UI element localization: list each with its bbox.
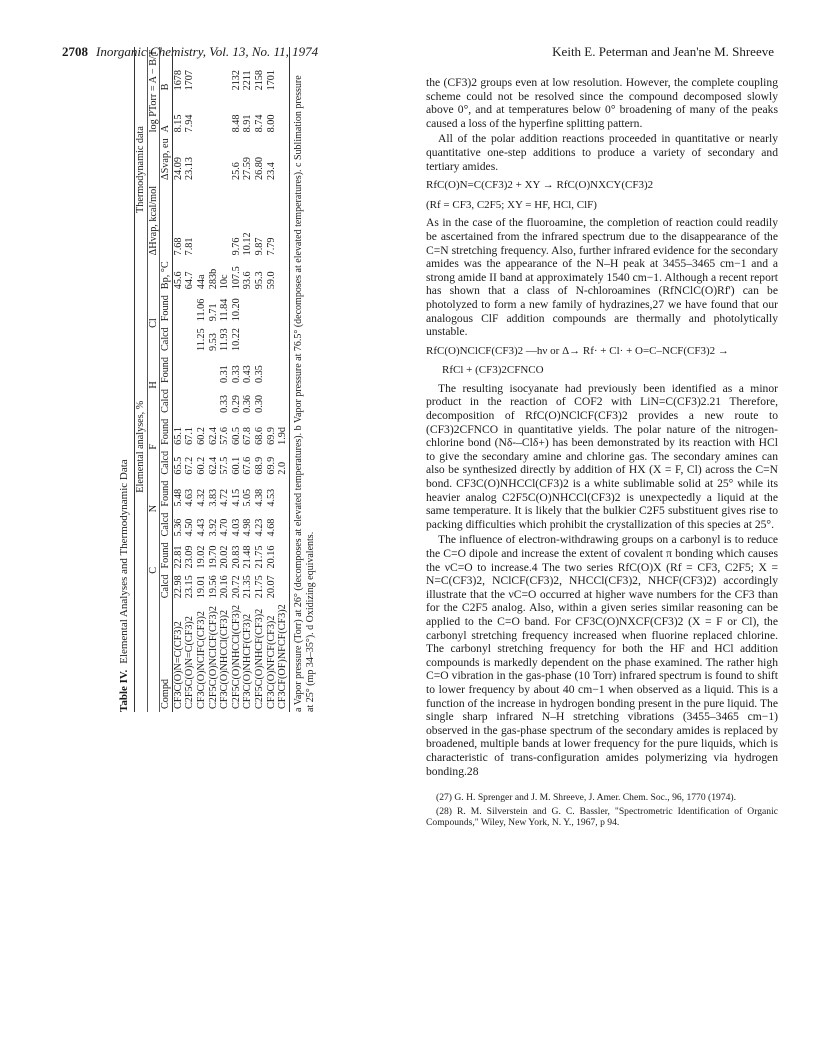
cell-bp: 45.6	[172, 271, 184, 290]
cell-h-calc	[172, 386, 184, 416]
cell-b	[277, 47, 289, 93]
cell-n-calc: 4.50	[184, 518, 196, 537]
cell-c-calc: 19.01	[195, 575, 207, 599]
cell-c-found: 20.16	[265, 545, 277, 569]
cell-cl-found: 11.06	[195, 298, 207, 322]
cell-a	[196, 93, 208, 135]
cell-n-calc: 3.92	[207, 518, 219, 537]
cell-cl-found	[254, 292, 266, 324]
cell-dh: 7.81	[184, 237, 196, 256]
cell-bp: 44a	[195, 274, 207, 290]
cell-c-found	[277, 539, 289, 571]
cell-compd: C2F5C(O)NHCCl(CF3)2	[230, 604, 242, 709]
cell-f-found: 1.9d	[277, 416, 289, 448]
cell-cl-found	[172, 292, 184, 324]
cell-b	[219, 47, 231, 93]
cell-n-found: 5.05	[242, 488, 254, 507]
cell-h-calc	[208, 386, 220, 416]
cell-a: 8.15	[172, 114, 184, 133]
cell-c-calc: 20.07	[265, 575, 277, 599]
cell-cl-found	[242, 292, 254, 324]
paragraph-3: As in the case of the fluoroamine, the completion of reaction could readily be ascertained from the infrared spectrum due to the disappearance of the C=N stretching frequency. Also, further infrared evidence for the secondary amides was the appearance of the N–H peak at 3455–3465 cm−1 and a strong amide II band at approximately 1540 cm−1. Although a recent report has shown that a class of N-chloroamines (RfNClC(O)Rf') can be photolyzed to form a new family of hydrazines,27 we have found that our analogous ClF addition compounds are thermally and photolytically unstable.	[426, 216, 778, 339]
cell-b: 1701	[265, 70, 277, 91]
cell-f-found: 65.1	[172, 427, 184, 445]
cell-cl-calc	[277, 324, 289, 354]
cell-bp: 107.5	[230, 266, 242, 290]
cell-compd: CF3CF(OF)NFCF(CF3)2	[277, 601, 289, 712]
cell-compd: CF3C(O)NCIFC(CF3)2	[195, 611, 207, 709]
cell-ds	[208, 135, 220, 183]
cell-c-calc: 20.72	[230, 575, 242, 599]
cell-n-found	[277, 478, 289, 510]
equation-2-products: RfCl + (CF3)2CFNCO	[442, 364, 544, 377]
head-n-calcd: Calcd	[160, 510, 173, 540]
table-body	[172, 47, 289, 712]
cell-bp: 283b	[207, 268, 219, 290]
cell-dh	[277, 183, 289, 258]
head-c: C	[147, 539, 160, 601]
cell-c-found: 23.09	[184, 545, 196, 569]
cell-f-found: 60.5	[230, 427, 242, 445]
group-thermo: Thermodynamic data	[135, 47, 148, 292]
head-n: N	[147, 478, 160, 540]
cell-dh: 7.79	[265, 237, 277, 256]
cell-ds	[277, 135, 289, 183]
table-row	[184, 47, 196, 712]
table-footnotes: a Vapor pressure (Torr) at 26° (decomposes at elevated temperatures). b Vapor pressure at 76.5° (decomposes at elevated temperatures). c Sublimation pressure at 25° (mp 34–35°). d Oxidizing equivalents.	[292, 75, 316, 712]
right-column	[426, 76, 778, 830]
data-table	[134, 47, 290, 712]
cell-dh	[196, 183, 208, 258]
head-c-found: Found	[160, 539, 173, 571]
cell-a: 7.94	[184, 114, 196, 133]
cell-a: 8.74	[253, 114, 265, 133]
cell-n-found: 4.72	[219, 488, 231, 507]
cell-cl-found	[266, 292, 278, 324]
cell-c-calc: 21.35	[242, 575, 254, 599]
cell-f-found: 69.9	[265, 427, 277, 445]
cell-compd: C2F5C(O)NCICF(CF3)2	[207, 605, 219, 709]
cell-cl-calc: 11.93	[219, 328, 231, 351]
cell-compd: C2F5C(O)NHCF(CF3)2	[253, 608, 265, 709]
table-row	[266, 47, 278, 712]
cell-b: 1678	[172, 70, 184, 91]
cell-f-found: 57.6	[219, 427, 231, 445]
cell-a: 8.48	[230, 114, 242, 133]
cell-h-found	[266, 354, 278, 386]
cell-c-calc	[277, 571, 289, 601]
cell-n-calc: 4.23	[253, 518, 265, 537]
head-h: H	[147, 354, 160, 416]
cell-b: 2211	[242, 70, 254, 91]
cell-h-calc: 0.30	[253, 394, 265, 413]
cell-cl-found	[277, 292, 289, 324]
cell-h-calc: 0.29	[230, 394, 242, 413]
cell-bp: 59.0	[265, 271, 277, 290]
cell-h-calc	[266, 386, 278, 416]
cell-cl-found: 10.20	[230, 298, 242, 322]
cell-cl-found: 9.71	[207, 303, 219, 322]
cell-h-calc: 0.36	[242, 394, 254, 413]
cell-dh: 9.76	[230, 237, 242, 256]
table-title: Elemental Analyses and Thermodynamic Data	[118, 459, 130, 664]
table-row	[277, 47, 289, 712]
cell-c-calc: 21.75	[253, 575, 265, 599]
cell-f-found: 67.1	[184, 427, 196, 445]
cell-bp	[277, 258, 289, 292]
head-cl: Cl	[147, 292, 160, 354]
cell-a: 8.91	[242, 114, 254, 133]
journal-citation: Inorganic Chemistry, Vol. 13, No. 11, 1974	[96, 44, 319, 59]
cell-c-found: 21.75	[253, 545, 265, 569]
table-row	[172, 47, 184, 712]
cell-h-calc	[184, 386, 196, 416]
cell-n-found: 4.63	[184, 488, 196, 507]
cell-n-calc: 4.03	[230, 518, 242, 537]
cell-cl-found	[184, 292, 196, 324]
paragraph-2: All of the polar addition reactions proceeded in quantitative or nearly quantitative one-step additions to produce a variety of secondary and tertiary amides.	[426, 132, 778, 173]
reference-27: (27) G. H. Sprenger and J. M. Shreeve, J. Amer. Chem. Soc., 96, 1770 (1974).	[436, 792, 737, 804]
cell-a	[208, 93, 220, 135]
cell-ds: 24.09	[172, 157, 184, 180]
cell-n-found: 3.83	[207, 488, 219, 507]
cell-h-calc	[196, 386, 208, 416]
table-row	[242, 47, 254, 712]
cell-h-found	[172, 354, 184, 386]
cell-n-calc: 5.36	[172, 518, 184, 537]
cell-a: 8.00	[265, 114, 277, 133]
cell-ds: 23.4	[265, 162, 277, 180]
cell-c-found: 22.81	[172, 545, 184, 569]
cell-f-calc: 68.9	[253, 456, 265, 475]
table-row	[254, 47, 266, 712]
head-compd: Compd	[160, 601, 173, 712]
cell-f-found: 62.4	[207, 427, 219, 445]
table-row	[196, 47, 208, 712]
page-number: 2708	[62, 44, 88, 59]
equation-2: RfC(O)NClCF(CF3)2 —hν or Δ→ Rf· + Cl· + O=C–NCF(CF3)2 →	[426, 344, 729, 357]
table-label: Table IV.	[118, 669, 130, 712]
blank-sub	[147, 601, 160, 712]
cell-h-calc: 0.33	[219, 394, 231, 413]
cell-c-found: 19.70	[207, 545, 219, 569]
cell-f-calc: 69.9	[265, 456, 277, 475]
cell-bp: 10c	[219, 274, 231, 290]
cell-b: 2132	[230, 70, 242, 91]
head-h-calcd: Calcd	[160, 386, 173, 416]
cell-f-found: 67.8	[242, 427, 254, 445]
cell-compd: CF3C(O)N=C(CF3)2	[172, 621, 184, 709]
cell-cl-calc	[184, 324, 196, 354]
cell-cl-calc	[242, 324, 254, 354]
head-f: F	[147, 416, 160, 478]
cell-n-calc: 4.43	[195, 518, 207, 537]
cell-a	[219, 93, 231, 135]
head-bp-blank	[147, 258, 160, 292]
head-ds-blank	[147, 135, 160, 183]
cell-dh: 10.12	[242, 232, 254, 256]
cell-compd: C2F5C(O)N=C(CF3)2	[184, 616, 196, 709]
cell-h-found	[184, 354, 196, 386]
paragraph-1: the (CF3)2 groups even at low resolution. However, the complete coupling scheme could not be resolved since the compound decomposed slowly above 0°, and at temperatures below 0° broadening of many of the peaks caused a loss of the hyperfine splitting pattern.	[426, 76, 778, 130]
equation-1-note: (Rf = CF3, C2F5; XY = HF, HCl, ClF)	[426, 198, 597, 211]
paragraph-5: The influence of electron-withdrawing groups on a carbonyl is to reduce the C=O dipole and increase the extent of covalent π bonding which causes the νC=O to increase.4 The two series RfC(O)X (Rf = CF3, C2F5; X = N=C(CF3)2, NClCF(CF3)2, NHCCl(CF3)2, NHCF(CF3)2) accordingly illustrate that the νC=O occurred at higher wave numbers for the CF3 than for the C2F5 analog. Also, within a given series similar reasoning can be applied to the C=O band. For CF3C(O)NXCF(CF3)2 (X = F or Cl), the carbonyl stretching frequency increased when fluorine replaced chlorine. The carbonyl stretching frequency for both the HF and HCl addition compounds is markedly dependent on the phase examined. The rather high C=O vibration in the gas-phase (10 Torr) infrared spectrum is found to shift to lower frequency by about 40 cm−1 when observed as a liquid. This is a function of the increase in hydrogen bonding present in the pure liquid. The single sharp infrared N–H stretching vibrations (3455–3465 cm−1) observed in the gas-phase spectrum of the secondary amides is replaced by broadened, multiple bands at lower frequency for the pure liquids, which is characteristic of trans-configuration amides polymerizing via hydrogen bonding.28	[426, 533, 778, 778]
cell-c-calc: 19.56	[207, 575, 219, 599]
equation-1: RfC(O)N=C(CF3)2 + XY → RfC(O)NXCY(CF3)2	[426, 179, 654, 192]
cell-cl-calc	[266, 324, 278, 354]
cell-ds: 27.59	[242, 157, 254, 180]
head-bp: Bp, °C	[160, 258, 173, 292]
table-caption	[118, 72, 130, 712]
cell-n-found: 4.15	[230, 488, 242, 507]
cell-cl-calc: 10.22	[230, 328, 242, 351]
references	[426, 792, 778, 828]
head-h-found: Found	[160, 354, 173, 386]
cell-ds: 23.13	[184, 157, 196, 180]
cell-ds: 25.6	[230, 162, 242, 180]
authors: Keith E. Peterman and Jean'ne M. Shreeve	[552, 44, 774, 59]
head-a: A	[160, 93, 173, 135]
cell-ds: 26.80	[253, 157, 265, 180]
head-b: B	[160, 47, 173, 93]
cell-b	[208, 47, 220, 93]
cell-c-found: 21.48	[242, 545, 254, 569]
table-row	[219, 47, 231, 712]
head-log: log PTorr = A − B/T	[147, 47, 160, 135]
cell-h-calc	[277, 386, 289, 416]
cell-n-calc: 4.70	[219, 518, 231, 537]
cell-c-calc: 22.98	[172, 575, 184, 599]
blank-head	[135, 601, 148, 712]
head-dh: ΔHvap, kcal/mol	[147, 183, 160, 258]
head-cl-found: Found	[160, 292, 173, 324]
cell-c-found: 20.02	[219, 545, 231, 569]
cell-dh: 7.68	[172, 237, 184, 256]
cell-f-found: 60.2	[195, 427, 207, 445]
cell-dh: 9.87	[253, 237, 265, 256]
cell-f-calc: 62.4	[207, 456, 219, 475]
cell-h-found: 0.35	[253, 365, 265, 384]
cell-n-calc: 4.68	[265, 518, 277, 537]
cell-f-calc: 57.5	[219, 456, 231, 475]
cell-n-calc	[277, 510, 289, 540]
cell-c-calc: 23.15	[184, 575, 196, 599]
cell-c-calc: 20.16	[219, 575, 231, 599]
head-n-found: Found	[160, 478, 173, 510]
cell-ds	[196, 135, 208, 183]
paragraph-4: The resulting isocyanate had previously been identified as a minor product in the reaction of COF2 with LiN=C(CF3)2.21 Therefore, decomposition of RfC(O)NClCF(CF3)2 provides a new route to (CF3)2CFNCO in quantitative yields. The polar nature of the nitrogen-chlorine bond (Nδ-–Clδ+) has been demonstrated by its reaction with HCl to give the secondary amine and chlorine gas. The secondary amines can also be synthesized directly by addition of HX (X = F, Cl) across the C=N bond. CF3C(O)NHCCl(CF3)2 is a white sublimable solid at 25° while its heavier analog C2F5C(O)NHCCl(CF3)2 is unexpectedly a liquid at the same temperature. It is likely that the bulkier C2F5 substituent gives rise to packing difficulties which prohibit the crystallization of this species at 25°.	[426, 381, 778, 531]
cell-b: 2158	[253, 70, 265, 91]
cell-bp: 95.3	[253, 271, 265, 290]
cell-n-found: 5.48	[172, 488, 184, 507]
reference-28: (28) R. M. Silverstein and G. C. Bassler, "Spectrometric Identification of Organic Compounds," Wiley, New York, N. Y., 1967, p 94.	[426, 805, 778, 828]
head-cl-calcd: Calcd	[160, 324, 173, 354]
cell-c-found: 19.02	[195, 545, 207, 569]
cell-h-found: 0.33	[230, 365, 242, 384]
cell-h-found	[208, 354, 220, 386]
cell-f-calc: 65.5	[172, 456, 184, 475]
table-row	[231, 47, 243, 712]
cell-cl-calc	[172, 324, 184, 354]
cell-h-found	[196, 354, 208, 386]
cell-h-found: 0.43	[242, 365, 254, 384]
cell-cl-calc	[254, 324, 266, 354]
cell-f-calc: 2.0	[277, 448, 289, 478]
cell-f-found: 68.6	[253, 427, 265, 445]
cell-n-found: 4.38	[253, 488, 265, 507]
cell-dh	[208, 183, 220, 258]
cell-cl-calc: 11.25	[195, 328, 207, 351]
cell-cl-found: 11.84	[219, 298, 231, 322]
cell-f-calc: 60.2	[195, 456, 207, 475]
head-ds: ΔSvap, eu	[160, 135, 173, 183]
cell-bp: 93.6	[242, 271, 254, 290]
cell-h-found	[277, 354, 289, 386]
cell-b	[196, 47, 208, 93]
head-f-found: Found	[160, 416, 173, 448]
cell-ds	[219, 135, 231, 183]
cell-n-found: 4.32	[195, 488, 207, 507]
cell-a	[277, 93, 289, 135]
group-elemental: Elemental analyses, %	[135, 292, 148, 601]
cell-f-calc: 60.1	[230, 456, 242, 475]
cell-n-calc: 4.98	[242, 518, 254, 537]
cell-dh	[219, 183, 231, 258]
cell-b: 1707	[184, 70, 196, 91]
cell-f-calc: 67.6	[242, 456, 254, 475]
cell-h-found: 0.31	[219, 365, 231, 384]
cell-bp: 64.7	[184, 271, 196, 290]
table-row	[208, 47, 220, 712]
cell-f-calc: 67.2	[184, 456, 196, 475]
head-dh-unit	[160, 183, 173, 258]
head-f-calcd: Calcd	[160, 448, 173, 478]
cell-c-found: 20.83	[230, 545, 242, 569]
cell-cl-calc: 9.53	[207, 333, 219, 351]
cell-compd: CF3C(O)NHCCl(CF3)2	[219, 609, 231, 709]
head-c-calcd: Calcd	[160, 571, 173, 601]
cell-n-found: 4.53	[265, 488, 277, 507]
cell-compd: CF3C(O)NHCF(CF3)2	[242, 613, 254, 709]
cell-compd: CF3C(O)NFCF(CF3)2	[265, 615, 277, 709]
